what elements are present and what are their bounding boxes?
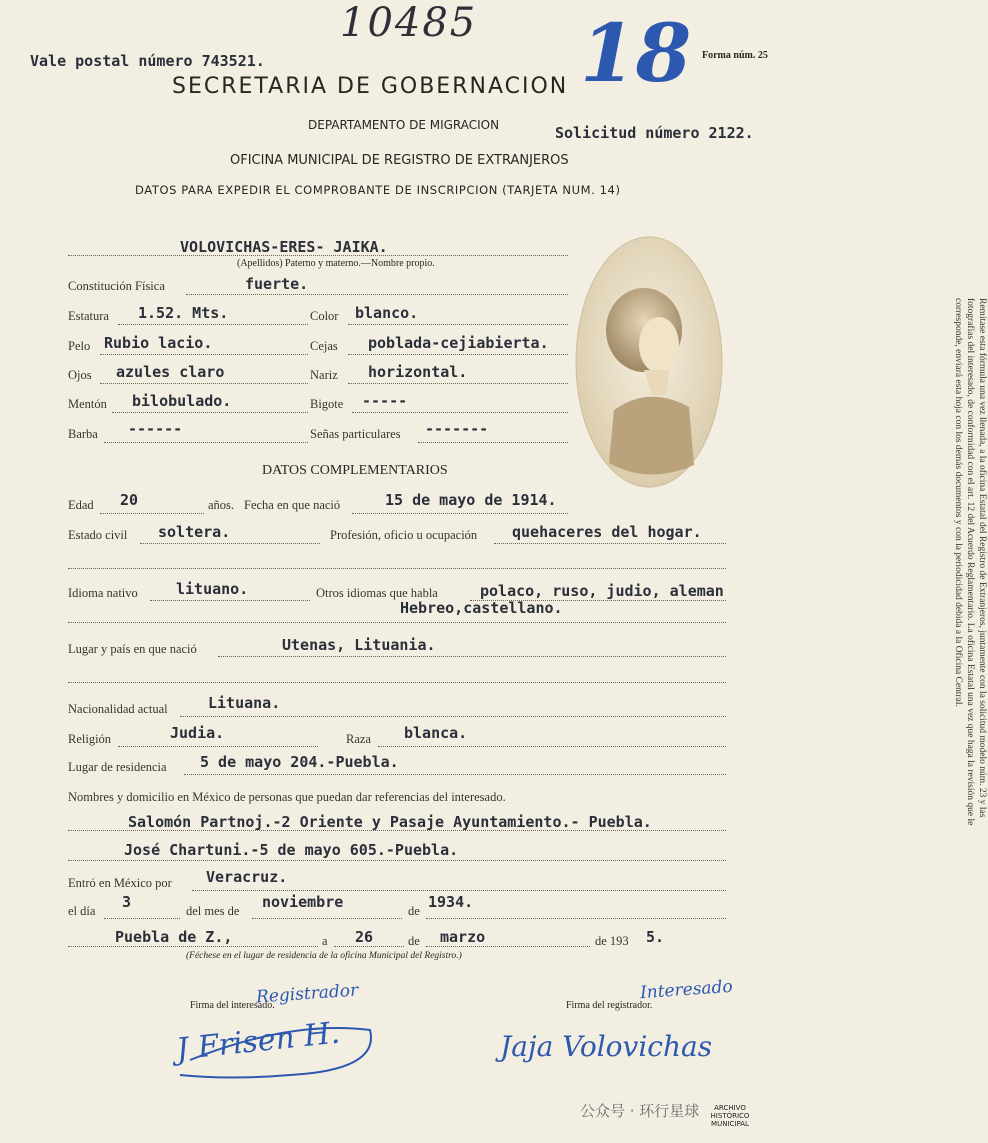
signature-left-flourish [170,1000,390,1090]
otros-idiomas-value-1: polaco, ruso, judio, aleman [480,582,724,600]
menton-label: Mentón [68,397,107,411]
signature-right: Jaja Volovichas [500,1030,713,1063]
del-mes-label: del mes de [186,904,240,918]
idioma-label: Idioma nativo [68,586,138,600]
barba-label: Barba [68,427,98,441]
nariz-label: Nariz [310,368,338,382]
de193-label: de 193 [595,934,629,948]
estado-civil-label: Estado civil [68,528,128,542]
fecha-value: 15 de mayo de 1914. [385,491,557,509]
solicitud-number: Solicitud número 2122. [555,124,754,142]
referencia-2: José Chartuni.-5 de mayo 605.-Puebla. [124,841,459,859]
lugar-nacimiento-label: Lugar y país en que nació [68,642,197,656]
year-digit-value: 5. [646,928,665,946]
blue-handwritten-mark: 18 [580,6,692,100]
archivo-logo [700,1104,760,1128]
barba-value: ------ [128,420,183,438]
profesion-value: quehaceres del hogar. [512,523,702,541]
secretaria-title: SECRETARIA DE GOBERNACION [172,74,569,99]
constitucion-value: fuerte. [245,275,309,293]
wechat-watermark: 公众号 · 环行星球 [580,1102,700,1120]
side-instruction-text: Remítase esta fórmula una vez llenada, a la oficina Estatal del Registro de Extranjeros, juntamente con la solicitud modelo núm. 23 y las fotografías del interesado, de conformidad con el art. 12 del Acuerdo Reglamentario. La oficina Estatal una vez que haga la revisión que le corresponde, enviará esta hoja con los demás documentos y con la periodicidad debida a la Oficina Central. [953,298,987,826]
anos-label: años. [208,498,235,512]
complementarios-title: DATOS COMPLEMENTARIOS [262,463,448,478]
forma-number: Forma núm. 25 [702,50,768,61]
firma-interesado-label: Firma del interesado. [190,1000,275,1011]
residencia-label: Lugar de residencia [68,760,167,774]
signature-left: J Frisen H. [174,1015,342,1068]
referencias-label: Nombres y domicilio en México de personas que puedan dar referencias del interesado. [68,790,506,804]
date-day-value: 26 [355,928,374,946]
name-value: VOLOVICHAS-ERES- JAIKA. [180,238,388,256]
edad-value: 20 [120,491,139,509]
residencia-value: 5 de mayo 204.-Puebla. [200,753,399,771]
otros-idiomas-value-2: Hebreo,castellano. [400,599,563,617]
nacionalidad-label: Nacionalidad actual [68,702,168,716]
handwritten-file-number: 10485 [340,0,478,46]
mes-value: noviembre [262,893,344,911]
de-label: de [408,904,420,918]
estatura-label: Estatura [68,309,109,323]
bigote-value: ----- [362,392,408,410]
nariz-value: horizontal. [368,363,468,381]
color-value: blanco. [355,304,419,322]
otros-idiomas-label: Otros idiomas que habla [316,586,438,600]
side-instruction-note [952,298,988,858]
name-caption: (Apellidos) Paterno y materno.—Nombre propio. [237,258,435,269]
portrait-photo [574,235,724,490]
senas-value: ------- [425,420,489,438]
ojos-value: azules claro [116,363,225,381]
estatura-value: 1.52. Mts. [138,304,229,322]
interesado-script-note: Interesado [639,976,734,1004]
raza-value: blanca. [404,724,468,742]
vale-postal: Vale postal número 743521. [30,52,265,70]
raza-label: Raza [346,732,371,746]
religion-value: Judia. [170,724,225,742]
ano-value: 1934. [428,893,474,911]
fechese-caption: (Féchese en el lugar de residencia de la oficina Municipal del Registro.) [186,951,462,961]
registrador-script-note: Registrador [255,980,359,1008]
departamento-title: DEPARTAMENTO DE MIGRACION [308,118,500,132]
date-month-value: marzo [440,928,486,946]
de2-label: de [408,934,420,948]
portrait-photo-image [574,235,724,490]
datos-title: DATOS PARA EXPEDIR EL COMPROBANTE DE INSCRIPCION (TARJETA NUM. 14) [135,183,621,197]
place-value: Puebla de Z., [115,928,233,946]
dia-value: 3 [122,893,132,911]
el-dia-label: el día [68,904,96,918]
pelo-value: Rubio lacio. [104,334,213,352]
fecha-label: Fecha en que nació [244,498,341,512]
entro-value: Veracruz. [206,868,288,886]
bigote-label: Bigote [310,397,344,411]
oficina-title: OFICINA MUNICIPAL DE REGISTRO DE EXTRANJEROS [230,153,569,168]
cejas-value: poblada-cejiabierta. [368,334,549,352]
senas-label: Señas particulares [310,427,401,441]
entro-label: Entró en México por [68,876,172,890]
profesion-label: Profesión, oficio u ocupación [330,528,478,542]
constitucion-label: Constitución Física [68,279,165,293]
idioma-value: lituano. [176,580,249,598]
edad-label: Edad [68,498,94,512]
referencia-1: Salomón Partnoj.-2 Oriente y Pasaje Ayuntamiento.- Puebla. [128,813,652,831]
menton-value: bilobulado. [132,392,232,410]
pelo-label: Pelo [68,339,91,353]
cejas-label: Cejas [310,339,338,353]
a-label: a [322,934,328,948]
lugar-nacimiento-value: Utenas, Lituania. [282,636,436,654]
color-label: Color [310,309,339,323]
ojos-label: Ojos [68,368,92,382]
firma-registrador-label: Firma del registrador. [566,1000,653,1011]
estado-civil-value: soltera. [158,523,231,541]
religion-label: Religión [68,732,112,746]
archivo-logo-text: ARCHIVO HISTÓRICO MUNICIPAL [710,1104,750,1128]
nacionalidad-value: Lituana. [208,694,281,712]
